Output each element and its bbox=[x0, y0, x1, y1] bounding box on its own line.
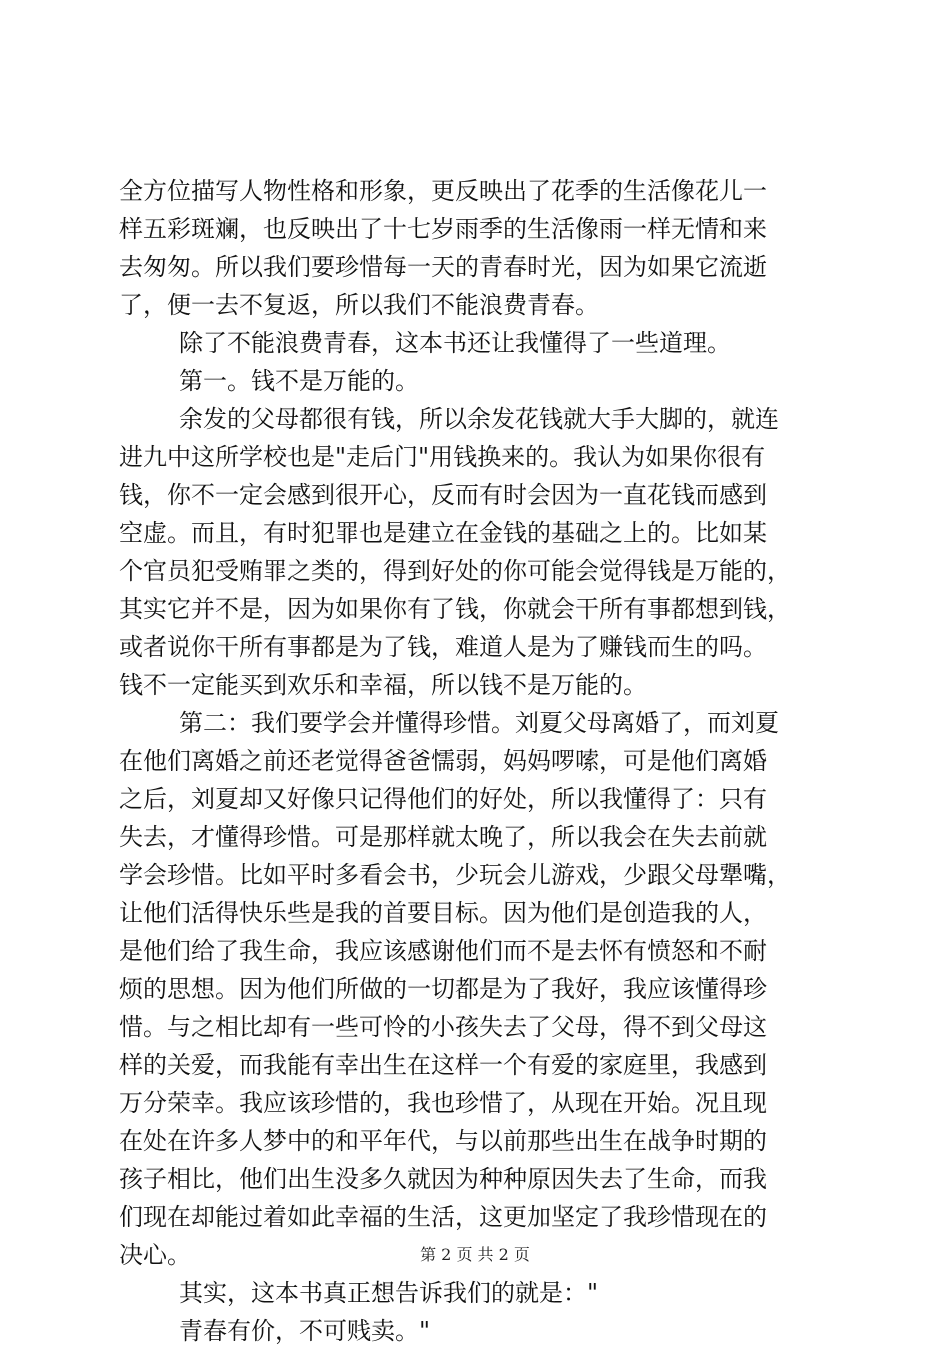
text-line: 进九中这所学校也是"走后门"用钱换来的。我认为如果你很有 bbox=[119, 443, 766, 471]
text-line: 或者说你干所有事都是为了钱，难道人是为了赚钱而生的吗。 bbox=[119, 633, 767, 661]
text-line: 第一。钱不是万能的。 bbox=[179, 367, 419, 395]
text-line: 其实，这本书真正想告诉我们的就是：" bbox=[179, 1279, 599, 1307]
text-line: 钱不一定能买到欢乐和幸福，所以钱不是万能的。 bbox=[119, 671, 647, 699]
text-line: 第二：我们要学会并懂得珍惜。刘夏父母离婚了，而刘夏 bbox=[179, 709, 779, 737]
text-line: 全方位描写人物性格和形象，更反映出了花季的生活像花儿一 bbox=[119, 177, 767, 205]
text-line: 除了不能浪费青春，这本书还让我懂得了一些道理。 bbox=[179, 329, 731, 357]
document-body bbox=[119, 172, 839, 1350]
text-line: 之后，刘夏却又好像只记得他们的好处，所以我懂得了：只有 bbox=[119, 785, 767, 813]
text-line: 样的关爱，而我能有幸出生在这样一个有爱的家庭里，我感到 bbox=[119, 1051, 767, 1079]
text-line: 去匆匆。所以我们要珍惜每一天的青春时光，因为如果它流逝 bbox=[119, 253, 767, 281]
text-line: 让他们活得快乐些是我的首要目标。因为他们是创造我的人， bbox=[119, 899, 767, 927]
text-line: 失去，才懂得珍惜。可是那样就太晚了，所以我会在失去前就 bbox=[119, 823, 767, 851]
text-line: 空虚。而且，有时犯罪也是建立在金钱的基础之上的。比如某 bbox=[119, 519, 767, 547]
page-footer: 第 2 页 共 2 页 bbox=[420, 1245, 530, 1264]
text-line: 万分荣幸。我应该珍惜的，我也珍惜了，从现在开始。况且现 bbox=[119, 1089, 767, 1117]
text-line: 其实它并不是，因为如果你有了钱，你就会干所有事都想到钱， bbox=[119, 595, 791, 623]
text-line: 钱，你不一定会感到很开心，反而有时会因为一直花钱而感到 bbox=[119, 481, 767, 509]
text-line: 在处在许多人梦中的和平年代，与以前那些出生在战争时期的 bbox=[119, 1127, 767, 1155]
text-line: 决心。 bbox=[119, 1241, 191, 1269]
text-line: 余发的父母都很有钱，所以余发花钱就大手大脚的，就连 bbox=[179, 405, 779, 433]
text-line: 惜。与之相比却有一些可怜的小孩失去了父母，得不到父母这 bbox=[119, 1013, 767, 1041]
text-line: 是他们给了我生命，我应该感谢他们而不是去怀有愤怒和不耐 bbox=[119, 937, 767, 965]
text-line: 学会珍惜。比如平时多看会书，少玩会儿游戏，少跟父母犟嘴， bbox=[119, 861, 791, 889]
text-line: 们现在却能过着如此幸福的生活，这更加坚定了我珍惜现在的 bbox=[119, 1203, 767, 1231]
text-line: 烦的思想。因为他们所做的一切都是为了我好，我应该懂得珍 bbox=[119, 975, 767, 1003]
text-line: 样五彩斑斓，也反映出了十七岁雨季的生活像雨一样无情和来 bbox=[119, 215, 767, 243]
text-line: 个官员犯受贿罪之类的，得到好处的你可能会觉得钱是万能的， bbox=[119, 557, 791, 585]
text-line: 了，便一去不复返，所以我们不能浪费青春。 bbox=[119, 291, 599, 319]
text-line: 在他们离婚之前还老觉得爸爸懦弱，妈妈啰嗦，可是他们离婚 bbox=[119, 747, 767, 775]
text-line: 孩子相比，他们出生没多久就因为种种原因失去了生命，而我 bbox=[119, 1165, 767, 1193]
text-line: 青春有价，不可贱卖。" bbox=[179, 1317, 431, 1345]
